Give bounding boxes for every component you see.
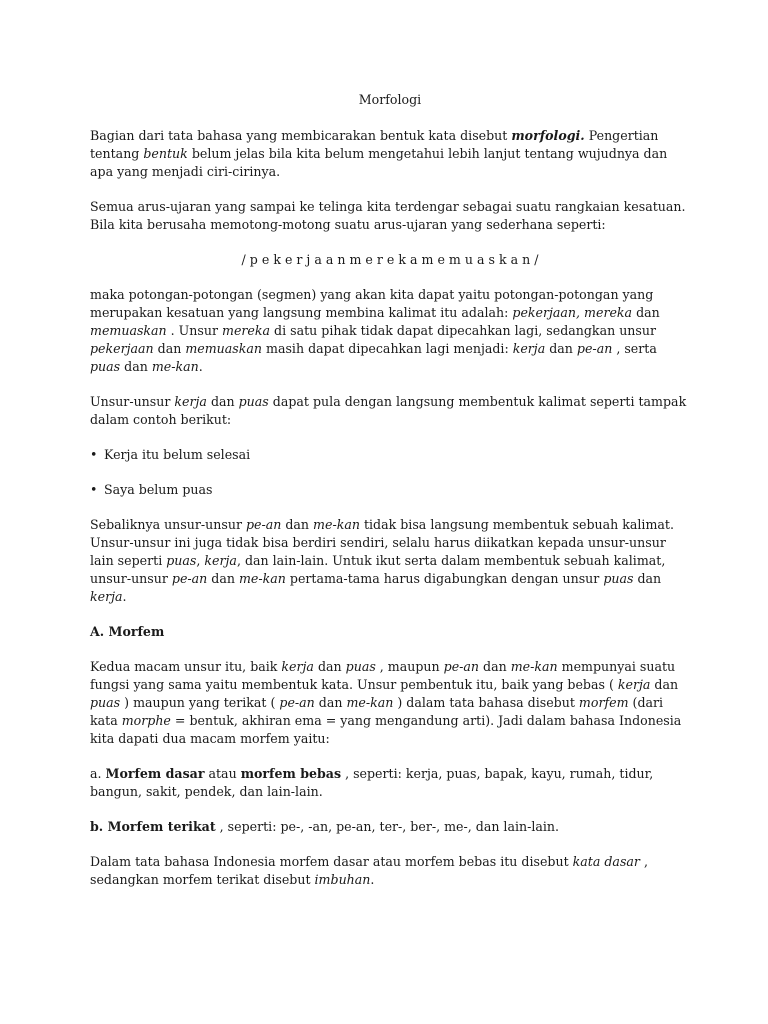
text-segment: . bbox=[198, 359, 203, 374]
paragraph-definition bbox=[90, 127, 690, 181]
text-segment: dan bbox=[633, 571, 662, 586]
term-italic: pe-an bbox=[245, 517, 282, 532]
text-segment: dapat pula dengan langsung membentuk kalimat seperti tampak dalam contoh berikut: bbox=[90, 394, 687, 427]
term-bold: b. Morfem terikat bbox=[90, 819, 216, 834]
paragraph-kata-dasar bbox=[90, 853, 690, 889]
text-segment: dan bbox=[153, 341, 186, 356]
term-italic: kerja bbox=[512, 341, 546, 356]
term-italic: memuaskan bbox=[90, 323, 167, 338]
term-italic: kata dasar bbox=[572, 854, 640, 869]
document-page bbox=[90, 91, 690, 906]
term-italic: puas bbox=[90, 359, 121, 374]
text-segment: Unsur-unsur bbox=[90, 394, 175, 409]
section-heading: A. Morfem bbox=[90, 624, 165, 639]
segmented-utterance: / p e k e r j a a n m e r e k a m e m u a s k a n / bbox=[241, 252, 539, 267]
text-segment: dan bbox=[281, 517, 314, 532]
text-segment: Kedua macam unsur itu, baik bbox=[90, 659, 282, 674]
text-segment: , bbox=[196, 553, 205, 568]
term-italic: mereka bbox=[222, 323, 271, 338]
text-segment: masih dapat dipecahkan lagi menjadi: bbox=[262, 341, 513, 356]
document-title: Morfologi bbox=[358, 92, 422, 107]
text-segment: (dari kata bbox=[90, 695, 664, 728]
bullet-icon: • bbox=[90, 482, 98, 497]
list-item-text: Kerja itu belum selesai bbox=[104, 447, 251, 462]
term-italic: kerja bbox=[174, 394, 207, 409]
term-italic: puas bbox=[345, 659, 376, 674]
text-segment: , maupun bbox=[375, 659, 444, 674]
term-italic: puas bbox=[238, 394, 269, 409]
text-segment: ) maupun yang terikat ( bbox=[120, 695, 280, 710]
list-item-text: Saya belum puas bbox=[104, 482, 213, 497]
paragraph-morfem-terikat bbox=[90, 818, 690, 836]
text-segment: dan bbox=[650, 677, 679, 692]
term-italic: me-kan bbox=[510, 659, 558, 674]
text-segment: atau bbox=[204, 766, 241, 781]
term-italic: puas bbox=[166, 553, 197, 568]
text-segment: mempunyai suatu fungsi yang sama yaitu membentuk kata. Unsur pembentuk itu, baik yang bebas ( bbox=[90, 659, 676, 692]
text-segment: dan bbox=[632, 305, 660, 320]
text-segment: Pengertian tentang bbox=[90, 128, 659, 161]
term-italic: pe-an bbox=[443, 659, 480, 674]
text-segment: dan bbox=[207, 571, 239, 586]
text-segment: Dalam tata bahasa Indonesia morfem dasar atau morfem bebas itu disebut bbox=[90, 854, 573, 869]
text-segment: , dan lain-lain. Untuk ikut serta dalam membentuk sebuah kalimat, unsur-unsur bbox=[90, 553, 666, 586]
term-italic: kerja bbox=[204, 553, 237, 568]
text-segment: tidak bisa langsung membentuk sebuah kalimat. Unsur-unsur ini juga tidak bisa berdiri sendiri, selalu harus diikatkan kepada unsur-unsur lain seperti bbox=[90, 517, 674, 568]
text-segment: , seperti: kerja, puas, bapak, kayu, rumah, tidur, bangun, sakit, pendek, dan lain-lain. bbox=[90, 766, 654, 799]
text-segment: pertama-tama harus digabungkan dengan unsur bbox=[285, 571, 604, 586]
term-italic: pe-an bbox=[279, 695, 315, 710]
text-segment: dan bbox=[313, 659, 346, 674]
text-segment: dan bbox=[314, 695, 347, 710]
text-segment: . bbox=[370, 872, 375, 887]
text-segment: = bentuk, akhiran ema = yang mengandung arti). Jadi dalam bahasa Indonesia kita dapati dua macam morfem yaitu: bbox=[90, 713, 682, 746]
text-segment: a. bbox=[90, 766, 106, 781]
text-segment: dan bbox=[206, 394, 239, 409]
paragraph-morfem-dasar bbox=[90, 765, 690, 801]
term-italic: kerja bbox=[281, 659, 314, 674]
term-bentuk: bentuk bbox=[143, 146, 188, 161]
paragraph-arus-ujaran: Semua arus-ujaran yang sampai ke telinga kita terdengar sebagai suatu rangkaian kesatuan. Bila kita berusaha memotong-motong suatu arus-ujaran yang sederhana seperti: bbox=[90, 199, 686, 232]
text-segment: dan bbox=[545, 341, 577, 356]
term-italic: me-kan bbox=[151, 359, 199, 374]
text-segment: Sebaliknya unsur-unsur bbox=[90, 517, 246, 532]
text-segment: belum jelas bila kita belum mengetahui lebih lanjut tentang wujudnya dan apa yang menjadi ciri-cirinya. bbox=[90, 146, 668, 179]
term-italic: pekerjaan, mereka bbox=[512, 305, 633, 320]
text-segment: di satu pihak tidak dapat dipecahkan lagi, sedangkan unsur bbox=[270, 323, 657, 338]
text-segment: Bagian dari tata bahasa yang membicarakan bentuk kata disebut bbox=[90, 128, 512, 143]
text-segment: ) dalam tata bahasa disebut bbox=[393, 695, 579, 710]
term-italic: pe-an bbox=[171, 571, 208, 586]
paragraph-kedua-macam bbox=[90, 658, 690, 748]
text-segment: dan bbox=[479, 659, 511, 674]
term-italic: puas bbox=[603, 571, 634, 586]
text-segment: , seperti: pe-, -an, pe-an, ter-, ber-, me-, dan lain-lain. bbox=[215, 819, 560, 834]
text-segment: . Unsur bbox=[166, 323, 223, 338]
term-italic: me-kan bbox=[313, 517, 360, 532]
term-italic: puas bbox=[90, 695, 121, 710]
list-item bbox=[90, 446, 690, 464]
term-morfologi: morfologi. bbox=[511, 128, 585, 143]
bullet-icon: • bbox=[90, 447, 98, 462]
term-italic: kerja bbox=[617, 677, 651, 692]
text-segment: , serta bbox=[612, 341, 657, 356]
term-italic: morphe bbox=[121, 713, 171, 728]
paragraph-sebaliknya bbox=[90, 516, 690, 606]
term-bold: Morfem dasar bbox=[105, 766, 205, 781]
text-segment: maka potongan-potongan (segmen) yang akan kita dapat yaitu potongan-potongan yang merupakan kesatuan yang langsung membina kalimat itu adalah: bbox=[90, 287, 654, 320]
term-italic: me-kan bbox=[238, 571, 286, 586]
term-italic: me-kan bbox=[346, 695, 394, 710]
term-italic: kerja bbox=[90, 589, 123, 604]
paragraph-unsur-unsur bbox=[90, 393, 690, 429]
list-item bbox=[90, 481, 690, 499]
text-segment: . bbox=[122, 589, 127, 604]
text-segment: dan bbox=[120, 359, 152, 374]
term-italic: pekerjaan bbox=[90, 341, 154, 356]
term-italic: morfem bbox=[578, 695, 629, 710]
term-italic: imbuhan bbox=[314, 872, 371, 887]
paragraph-segmen bbox=[90, 286, 690, 376]
term-italic: pe-an bbox=[576, 341, 613, 356]
term-bold: morfem bebas bbox=[240, 766, 342, 781]
text-segment: , sedangkan morfem terikat disebut bbox=[90, 854, 648, 887]
term-italic: memuaskan bbox=[185, 341, 263, 356]
